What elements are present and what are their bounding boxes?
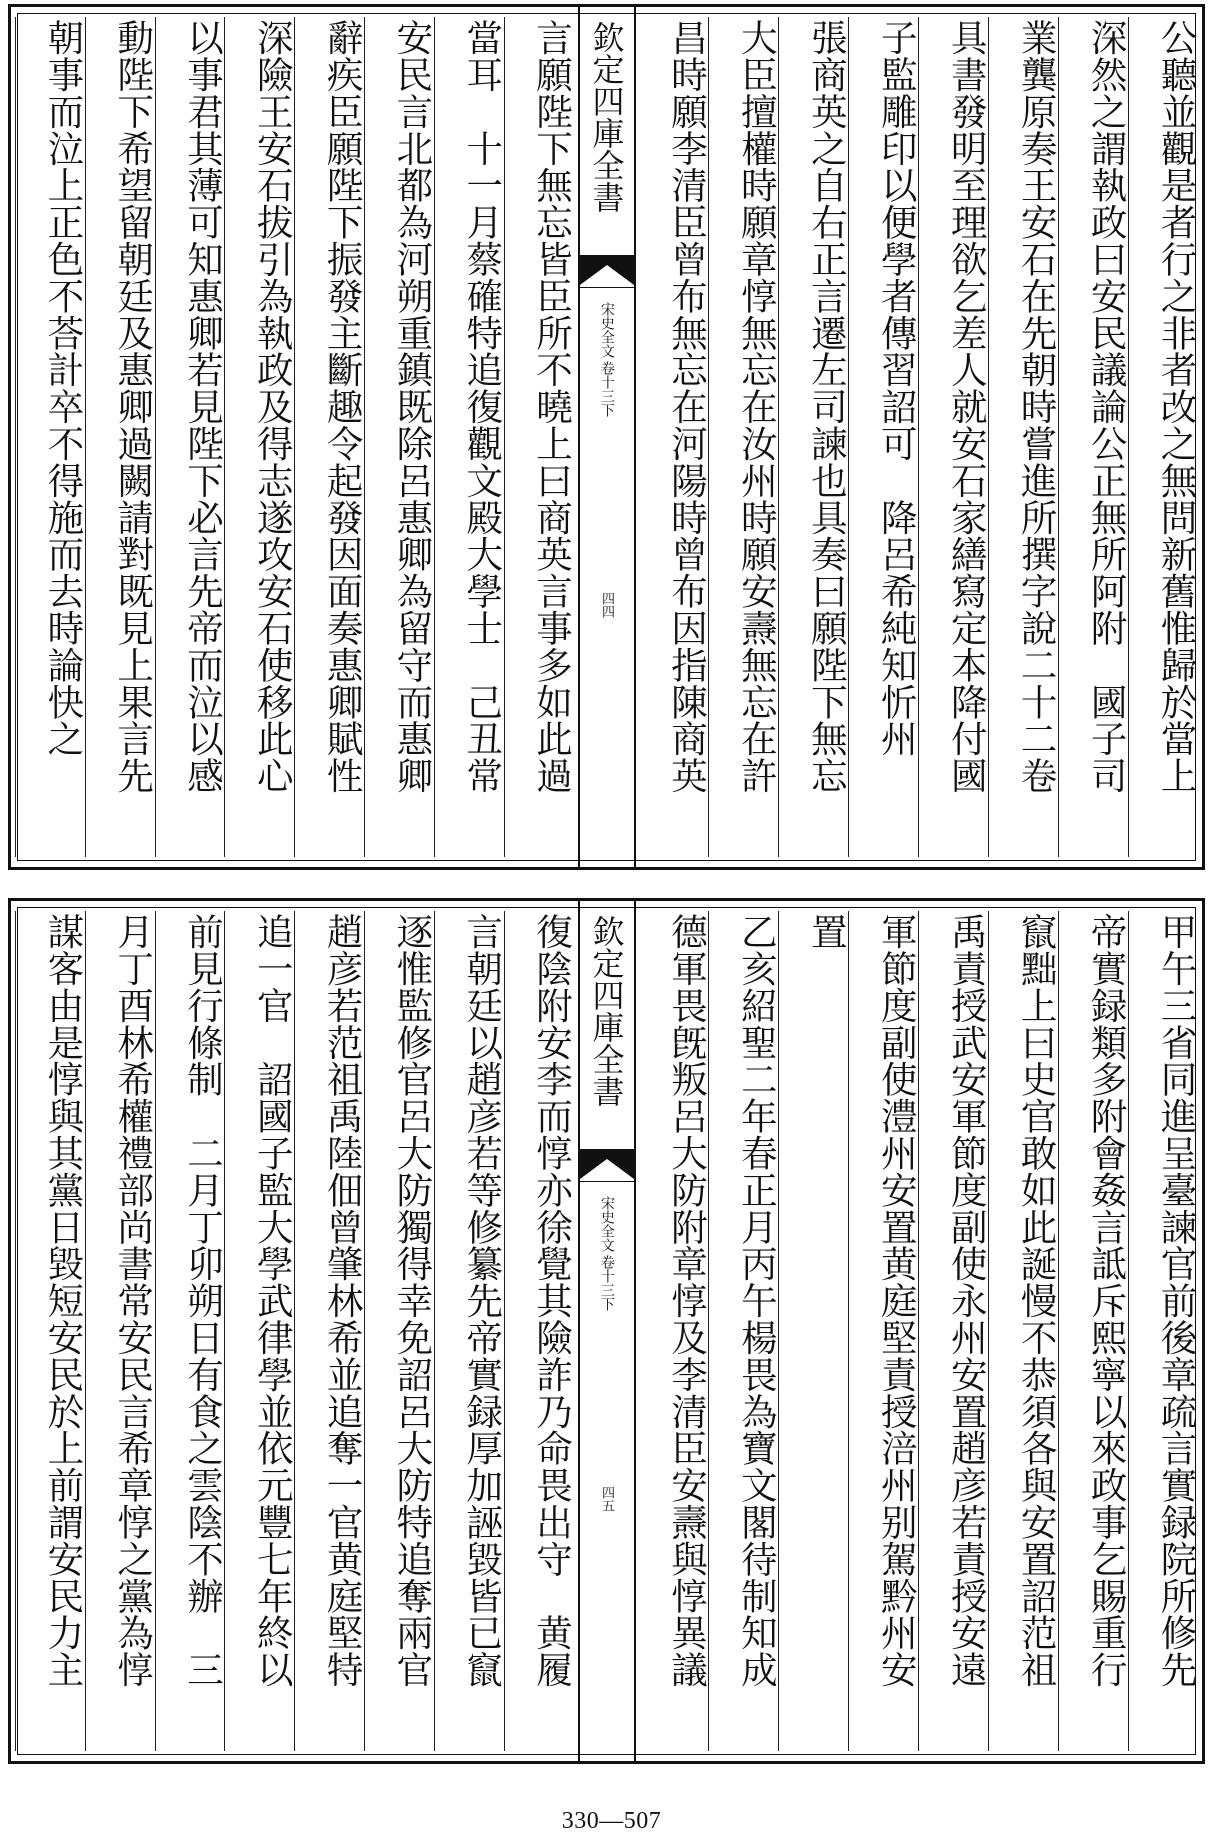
text-column: 逐惟監修官呂大防獨得幸免詔呂大防特追奪兩官 [364,911,434,1751]
bottom-right-half [636,901,1203,1761]
top-right-half [636,7,1203,867]
text-column: 竄黜上曰史官敢如此誕慢不恭須各與安置詔范祖 [988,911,1058,1751]
text-column: 言願陛下無忘皆臣所不曉上曰商英言事多如此過 [504,17,574,857]
fold-volume [599,302,614,417]
fold-volume [599,1196,614,1311]
fold-center-column [578,901,636,1761]
bottom-left-half [11,901,578,1761]
text-column: 月丁酉林希權禮部尚書常安民言希章惇之黨為惇 [85,911,155,1751]
text-column: 朝事而泣上正色不荅計卒不得施而去時論快之 [15,17,85,857]
fold-page-number: 四五 [599,1486,614,1512]
text-column: 謀客由是惇與其黨日毀短安民於上前謂安民力主 [15,911,85,1751]
text-column: 軍節度副使澧州安置黄庭堅責授涪州别駕黔州安 [848,911,918,1751]
text-column: 前見行條制 二月丁卯朔日有食之雲陰不辦 三 [155,911,225,1751]
text-column: 追一官 詔國子監大學武律學並依元豐七年終以 [224,911,294,1751]
text-column: 張商英之自右正言遷左司諫也具奏曰願陛下無忘 [778,17,848,857]
fold-title: 欽定四庫全書 [580,17,634,257]
fold-page-number: 四四 [599,592,614,618]
text-column: 置 [778,911,848,1751]
fold-volume-number: 卷十三下 [598,361,615,417]
page-code: 330—507 [561,1808,662,1834]
text-column: 昌時願李清臣曾布無忘在河陽時曾布因指陳商英 [665,19,709,794]
text-column: 復陰附安李而惇亦徐覺其險詐乃命畏出守 黄履 [504,911,574,1751]
text-column: 以事君其薄可知惠卿若見陛下必言先帝而泣以感 [155,17,225,857]
text-column: 深險王安石拔引為執政及得志遂攻安石使移此心 [224,17,294,857]
text-column: 業龔原奏王安石在先朝時嘗進所撰字說二十二卷 [988,17,1058,857]
text-column: 大臣擅權時願章惇無忘在汝州時願安燾無忘在許 [708,17,778,857]
text-column: 動陛下希望留朝廷及惠卿過闕請對既見上果言先 [85,17,155,857]
text-column: 乙亥紹聖二年春正月丙午楊畏為寶文閣待制知成 [708,911,778,1751]
text-column: 禹責授武安軍節度副使永州安置趙彦若責授安遠 [918,911,988,1751]
text-column: 辭疾臣願陛下振發主斷趣令起發因面奏惠卿賦性 [294,17,364,857]
text-column: 公聽並觀是者行之非者改之無問新舊惟歸於當上 [1128,17,1198,857]
page-top [8,4,1205,870]
text-column: 深然之謂執政曰安民議論公正無所阿附 國子司 [1058,17,1128,857]
page-bottom [8,898,1205,1764]
fold-center-column [578,7,636,867]
fish-tail-mark-icon [580,257,634,288]
text-column: 當耳 十一月蔡確特追復觀文殿大學士 己丑常 [434,17,504,857]
text-column: 具書發明至理欲乞差人就安石家繕寫定本降付國 [918,17,988,857]
text-column: 言朝廷以趙彦若等修纂先帝實録厚加誣毀皆已竄 [434,911,504,1751]
text-column: 子監雕印以便學者傳習詔可 降呂希純知忻州 [848,17,918,857]
text-column: 趙彦若范祖禹陸佃曾肇林希並追奪一官黄庭堅特 [294,911,364,1751]
text-column: 德軍畏旣叛呂大防附章惇及李清臣安燾與惇異議 [665,913,709,1688]
fold-volume-title: 宋史全文 [598,1196,615,1252]
top-left-half [11,7,578,867]
fish-tail-mark-icon [580,1151,634,1182]
fold-title: 欽定四庫全書 [580,911,634,1151]
text-column: 甲午三省同進呈臺諫官前後章疏言實録院所修先 [1128,911,1198,1751]
text-column: 帝實録類多附會姦言詆斥熙寧以來政事乞賜重行 [1058,911,1128,1751]
fold-volume-title: 宋史全文 [598,302,615,358]
fold-volume-number: 卷十三下 [598,1255,615,1311]
text-column: 安民言北都為河朔重鎮既除呂惠卿為留守而惠卿 [364,17,434,857]
